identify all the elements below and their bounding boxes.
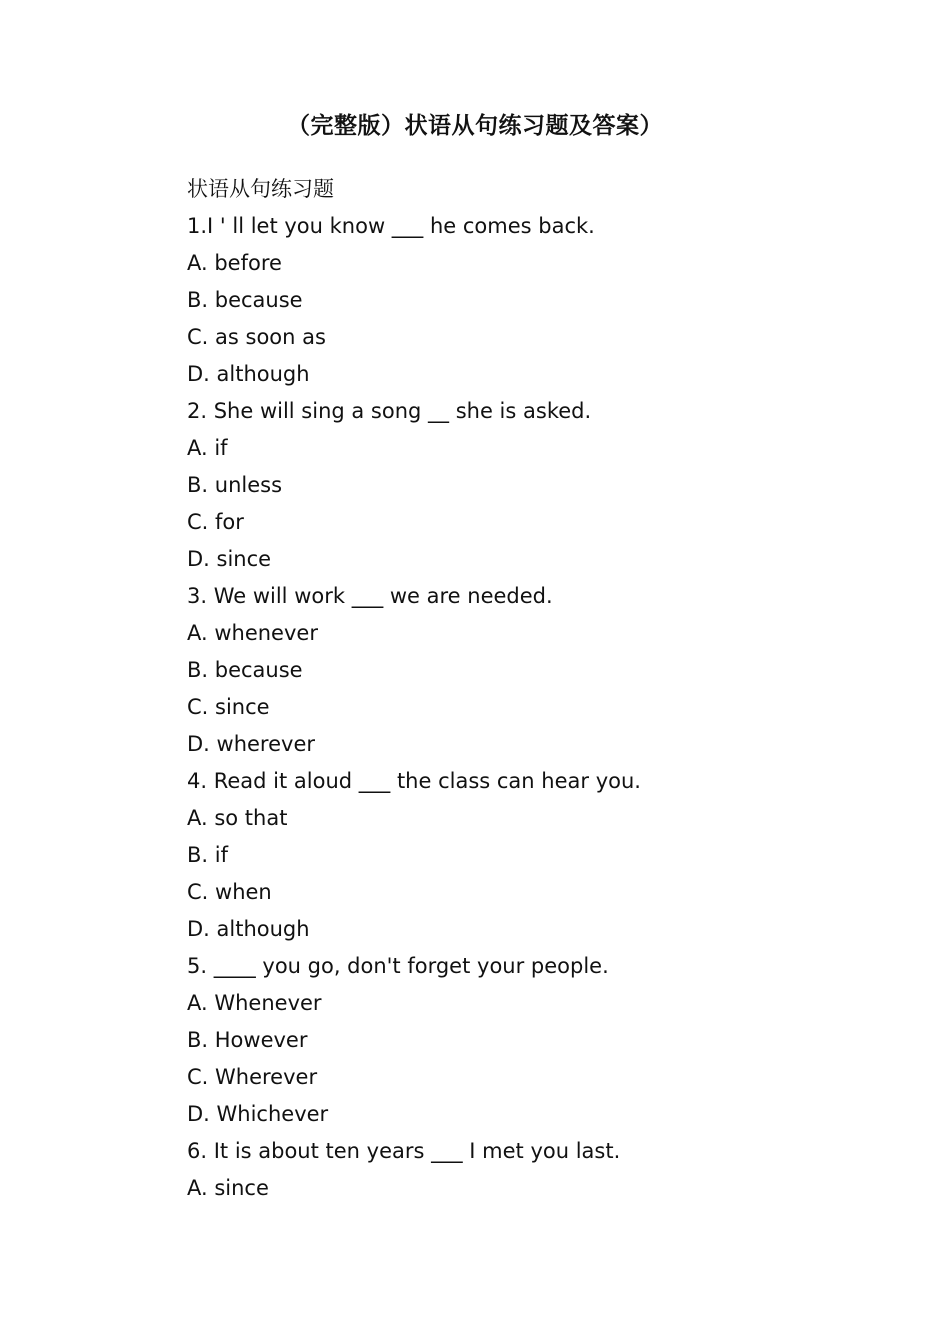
question-4: 4. Read it aloud ___ the class can hear you. — [187, 769, 641, 793]
option-1c: C. as soon as — [187, 325, 326, 349]
option-2c: C. for — [187, 510, 244, 534]
option-5b: B. However — [187, 1028, 308, 1052]
option-1d: D. although — [187, 362, 310, 386]
option-5a: A. Whenever — [187, 991, 322, 1015]
option-5c: C. Wherever — [187, 1065, 318, 1089]
option-2a: A. if — [187, 436, 228, 460]
question-5: 5. ____ you go, don't forget your people. — [187, 954, 609, 978]
section-heading: 状语从句练习题 — [187, 177, 334, 201]
option-3c: C. since — [187, 695, 270, 719]
question-1: 1.I ' ll let you know ___ he comes back. — [187, 214, 595, 238]
option-5d: D. Whichever — [187, 1102, 329, 1126]
question-2: 2. She will sing a song __ she is asked. — [187, 399, 592, 423]
option-4c: C. when — [187, 880, 272, 904]
option-2b: B. unless — [187, 473, 283, 497]
option-4d: D. although — [187, 917, 310, 941]
option-1a: A. before — [187, 251, 282, 275]
option-4a: A. so that — [187, 806, 288, 830]
option-3b: B. because — [187, 658, 303, 682]
question-6: 6. It is about ten years ___ I met you last. — [187, 1139, 621, 1163]
question-3: 3. We will work ___ we are needed. — [187, 584, 553, 608]
document-body — [187, 171, 887, 1207]
option-4b: B. if — [187, 843, 228, 867]
document-title: （完整版）状语从句练习题及答案） — [287, 113, 663, 139]
option-3d: D. wherever — [187, 732, 315, 756]
option-1b: B. because — [187, 288, 303, 312]
option-6a: A. since — [187, 1176, 269, 1200]
option-2d: D. since — [187, 547, 272, 571]
option-3a: A. whenever — [187, 621, 318, 645]
